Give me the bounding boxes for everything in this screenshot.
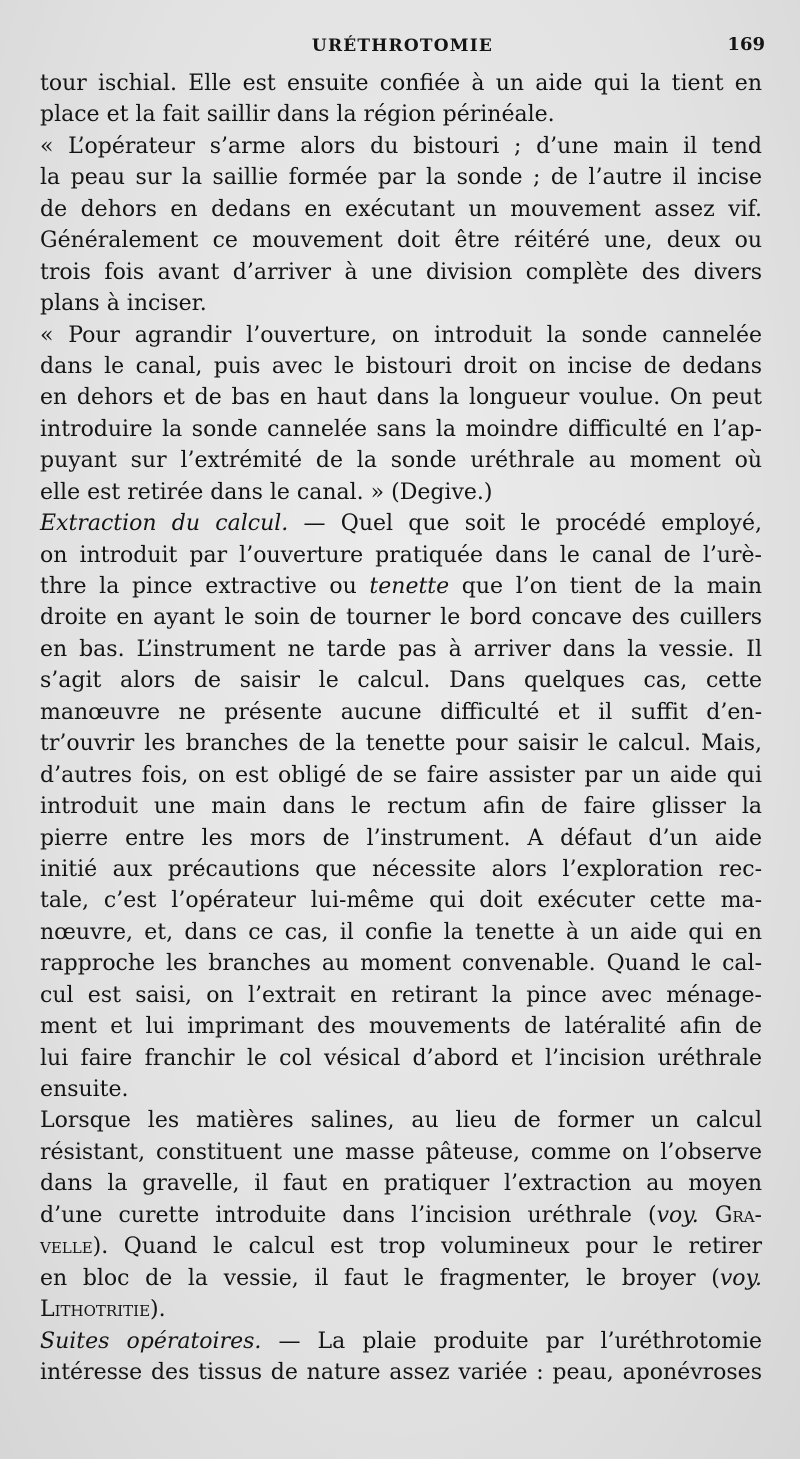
text-line: Généralement ce mouvement doit être réitéré une, deux ou [40, 228, 762, 254]
text-line: tale, c’est l’opérateur lui-même qui doit exécuter cette ma- [40, 888, 762, 914]
text-line: place et la fait saillir dans la région périnéale. [40, 102, 555, 128]
text-line: nœuvre, et, dans ce cas, il confie la tenette à un aide qui en [40, 919, 762, 945]
text-run: — Quel que soit le procédé employé, [288, 511, 762, 537]
text-line: introduit une main dans le rectum afin de faire glisser la [40, 794, 762, 820]
text-run: thre la pince extractive ou [40, 574, 370, 599]
text-run: ). Quand le calcul est trop volumineux pour le retirer [92, 1234, 762, 1260]
italic-term: tenette [369, 574, 450, 599]
text-line: cul est saisi, on l’extrait en retirant la pince avec ménage- [40, 982, 762, 1008]
page-header [40, 34, 765, 60]
text-line: ensuite. [40, 1077, 129, 1102]
section-heading-line [40, 1326, 762, 1357]
text-line: dans le canal, puis avec le bistouri droit on incise de dedans [40, 353, 762, 379]
text-line: résistant, constituent une masse pâteuse, comme on l’observe [40, 1139, 762, 1165]
text-line: elle est retirée dans le canal. » (Degive.) [40, 479, 493, 505]
text-line: « Pour agrandir l’ouverture, on introduit la sonde cannelée [40, 322, 762, 348]
text-line: plans à inciser. [40, 291, 207, 317]
running-head: URÉTHROTOMIE [311, 36, 494, 56]
text-line [40, 1231, 762, 1262]
text-run: que l’on tient de la main [449, 574, 762, 599]
text-line: en dehors et de bas en haut dans la longueur voulue. On peut [40, 385, 762, 411]
text-run: ). [150, 1297, 166, 1323]
text-line: d’autres fois, on est obligé de se faire assister par un aide qui [40, 762, 762, 788]
text-line: la peau sur la saillie formée par la sonde ; de l’autre il incise [40, 165, 762, 191]
text-line: manœuvre ne présente aucune difficulté et il suffit d’en- [40, 699, 762, 725]
italic-term: voy. [656, 1202, 699, 1228]
section-heading: Extraction du calcul. [40, 511, 289, 537]
text-run: d’une curette introduite dans l’incision uréthrale ( [40, 1202, 657, 1228]
text-line: s’agit alors de saisir le calcul. Dans quelques cas, cette [40, 668, 762, 694]
text-run: — La plaie produite par l’uréthrotomie [261, 1328, 763, 1354]
text-line: puyant sur l’extrémité de la sonde uréthrale au moment où [40, 448, 762, 474]
text-line [40, 571, 762, 602]
small-caps-term: velle [40, 1234, 93, 1260]
text-line: rapproche les branches au moment convenable. Quand le cal- [40, 951, 762, 977]
text-line [40, 1294, 762, 1325]
text-line: de dehors en dedans en exécutant un mouvement assez vif. [40, 196, 762, 222]
page-number: 169 [727, 34, 765, 55]
text-line: on introduit par l’ouverture pratiquée dans le canal de l’urè- [40, 542, 762, 568]
text-line: tr’ouvrir les branches de la tenette pour saisir le calcul. Mais, [40, 731, 762, 757]
text-line: tour ischial. Elle est ensuite confiée à un aide qui la tient en [40, 71, 762, 96]
text-line: trois fois avant d’arriver à une division complète des divers [40, 259, 762, 285]
text-line: dans la gravelle, il faut en pratiquer l’extraction au moyen [40, 1171, 762, 1197]
text-line: pierre entre les mors de l’instrument. A défaut d’un aide [40, 825, 762, 851]
section-heading-line [40, 508, 762, 539]
section-heading: Suites opératoires. [40, 1328, 262, 1354]
text-line: ment et lui imprimant des mouvements de latéralité afin de [40, 1014, 762, 1040]
body-text [40, 68, 762, 1388]
italic-term: voy. [719, 1265, 762, 1291]
text-line [40, 1200, 762, 1231]
text-line: initié aux précautions que nécessite alors l’exploration rec- [40, 856, 762, 882]
text-line: intéresse des tissus de nature assez variée : peau, aponévroses [40, 1359, 762, 1385]
text-line [40, 1263, 762, 1294]
text-line: lui faire franchir le col vésical d’abord et l’incision uréthrale [40, 1045, 762, 1071]
text-line: droite en ayant le soin de tourner le bord concave des cuillers [40, 605, 762, 631]
small-caps-term: Lithotritie [40, 1297, 151, 1323]
small-caps-term: Gra- [698, 1202, 762, 1228]
text-run: en bloc de la vessie, il faut le fragmenter, le broyer ( [40, 1265, 720, 1291]
text-line: Lorsque les matières salines, au lieu de former un calcul [40, 1108, 762, 1134]
text-line: « L’opérateur s’arme alors du bistouri ; d’une main il tend [40, 133, 762, 159]
text-line: introduire la sonde cannelée sans la moindre difficulté en l’ap- [40, 416, 762, 442]
text-line: en bas. L’instrument ne tarde pas à arriver dans la vessie. Il [40, 636, 762, 662]
